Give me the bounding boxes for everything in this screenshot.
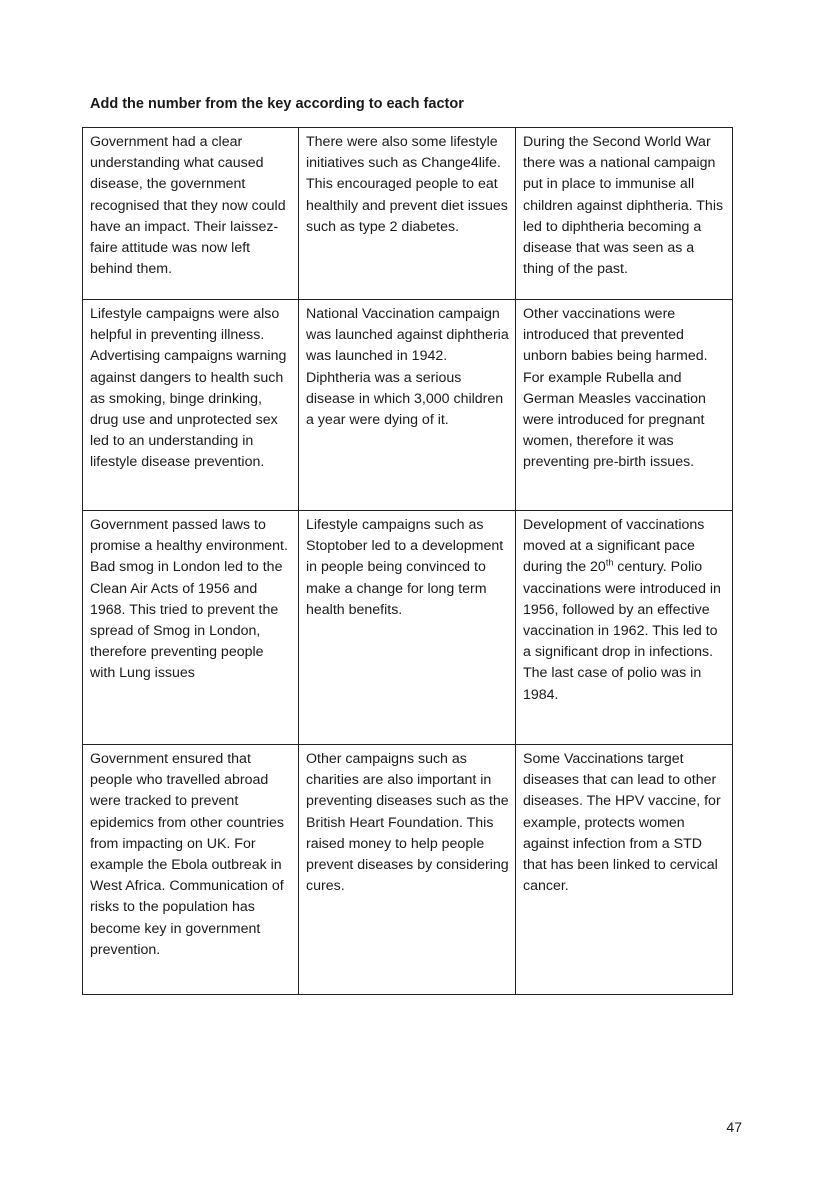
factor-cell — [516, 511, 733, 745]
page-heading: Add the number from the key according to each factor — [90, 96, 464, 112]
table-row — [83, 745, 733, 995]
factor-cell: Lifestyle campaigns were also helpful in preventing illness. Advertising campaigns warning against dangers to health such as smoking, binge drinking, drug use and unprotected sex led to an understanding in lifestyle disease prevention. — [83, 300, 299, 511]
factor-cell: During the Second World War there was a national campaign put in place to immunise all children against diphtheria. This led to diphtheria becoming a disease that was seen as a thing of the past. — [516, 128, 733, 300]
factor-cell: There were also some lifestyle initiatives such as Change4life. This encouraged people to eat healthily and prevent diet issues such as type 2 diabetes. — [299, 128, 516, 300]
factors-table — [82, 127, 733, 995]
factor-cell: Other vaccinations were introduced that prevented unborn babies being harmed. For example Rubella and German Measles vaccination were introduced for pregnant women, therefore it was preventing pre-birth issues. — [516, 300, 733, 511]
table-row — [83, 300, 733, 511]
cell-text-after: century. Polio vaccinations were introduced in 1956, followed by an effective vaccination in 1962. This led to a significant drop in infections. The last case of polio was in 1984. — [523, 559, 721, 703]
table-row — [83, 511, 733, 745]
factor-cell: Government had a clear understanding what caused disease, the government recognised that they now could have an impact. Their laissez-faire attitude was now left behind them. — [83, 128, 299, 300]
factor-cell: Government passed laws to promise a healthy environment. Bad smog in London led to the Clean Air Acts of 1956 and 1968. This tried to prevent the spread of Smog in London, therefore preventing people with Lung issues — [83, 511, 299, 745]
cell-text-before: Development of vaccinations moved at a significant pace during the 20 — [523, 517, 705, 576]
page-number: 47 — [726, 1119, 742, 1135]
table-row — [83, 128, 733, 300]
factor-cell: Other campaigns such as charities are also important in preventing diseases such as the British Heart Foundation. This raised money to help people prevent diseases by considering cures. — [299, 745, 516, 995]
factor-cell: Some Vaccinations target diseases that can lead to other diseases. The HPV vaccine, for example, protects women against infection from a STD that has been linked to cervical cancer. — [516, 745, 733, 995]
factor-cell: National Vaccination campaign was launched against diphtheria was launched in 1942. Diphtheria was a serious disease in which 3,000 children a year were dying of it. — [299, 300, 516, 511]
factor-cell: Lifestyle campaigns such as Stoptober led to a development in people being convinced to make a change for long term health benefits. — [299, 511, 516, 745]
factor-cell: Government ensured that people who travelled abroad were tracked to prevent epidemics from other countries from impacting on UK. For example the Ebola outbreak in West Africa. Communication of risks to the population has become key in government prevention. — [83, 745, 299, 995]
ordinal-suffix: th — [605, 557, 614, 568]
